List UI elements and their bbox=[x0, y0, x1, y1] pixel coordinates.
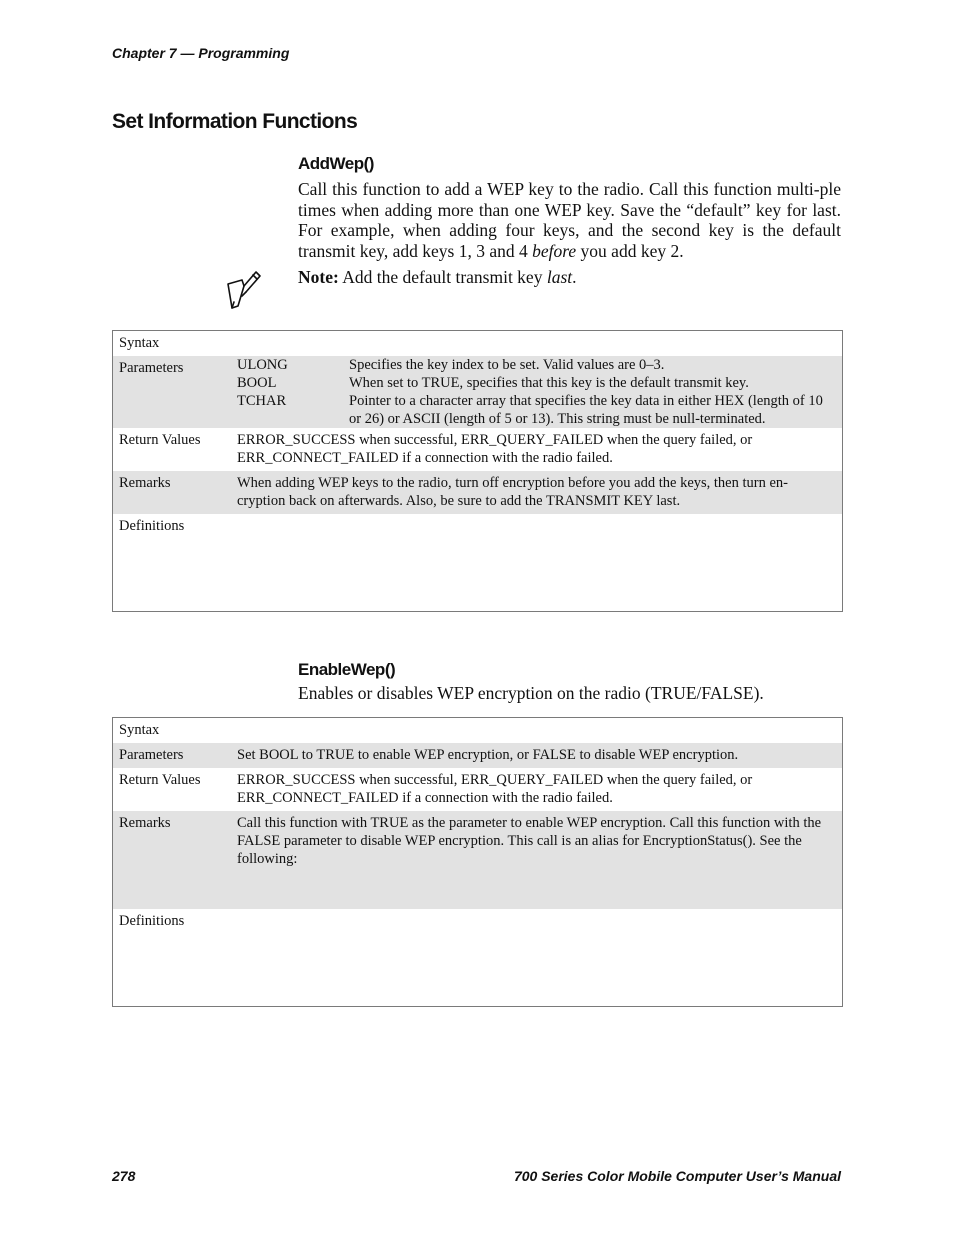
syntax-label: Syntax bbox=[119, 722, 160, 738]
manual-title: 700 Series Color Mobile Computer User’s Manual bbox=[513, 1168, 841, 1184]
parameter-description: Pointer to a character array that specifies the key data in either HEX (length of 10 or 26) or ASCII (length of 5 or 13). This string must be null-terminated. bbox=[349, 393, 823, 427]
parameters-row bbox=[113, 743, 843, 768]
parameters-list bbox=[231, 356, 842, 428]
addwep-title: AddWep() bbox=[298, 154, 374, 173]
return-values-label: Return Values bbox=[119, 772, 201, 788]
parameter-description: Specifies the key index to be set. Valid values are 0–3. bbox=[349, 357, 665, 373]
parameter-type: ULONG bbox=[237, 357, 288, 373]
parameter-description: When set to TRUE, specifies that this key is the default transmit key. bbox=[349, 375, 749, 391]
parameter-type: BOOL bbox=[237, 375, 277, 391]
enablewep-description: Enables or disables WEP encryption on the radio (TRUE/FALSE). bbox=[298, 683, 764, 703]
return-values-text: ERROR_SUCCESS when successful, ERR_QUERY_FAILED when the query failed, or ERR_CONNECT_FAILED if a connection with the radio failed. bbox=[237, 772, 753, 806]
remarks-label: Remarks bbox=[119, 815, 171, 831]
parameter-item bbox=[231, 374, 842, 392]
parameter-type: TCHAR bbox=[237, 393, 287, 409]
parameter-item bbox=[231, 356, 842, 374]
return-values-row bbox=[113, 428, 843, 471]
parameters-text: Set BOOL to TRUE to enable WEP encryption, or FALSE to disable WEP encryption. bbox=[237, 747, 739, 763]
chapter-header: Chapter 7 — Programming bbox=[112, 45, 290, 61]
addwep-description: Call this function to add a WEP key to the radio. Call this function multi-ple times when adding more than one WEP key. Save the “default” key for last. For example, when adding four keys, and the second key is the default transmit key, add keys 1, 3 and 4 before you add key 2. bbox=[298, 179, 841, 261]
addwep-spec-table bbox=[112, 330, 843, 612]
return-values-text: ERROR_SUCCESS when successful, ERR_QUERY_FAILED when the query failed, or ERR_CONNECT_FAILED if a connection with the radio failed. bbox=[237, 432, 753, 466]
enablewep-spec-table bbox=[112, 717, 843, 1007]
parameters-label: Parameters bbox=[119, 360, 184, 376]
syntax-row bbox=[113, 331, 843, 357]
parameter-item bbox=[231, 392, 842, 428]
remarks-row bbox=[113, 471, 843, 514]
syntax-label: Syntax bbox=[119, 335, 160, 351]
page-number: 278 bbox=[112, 1168, 136, 1184]
remarks-text: Call this function with TRUE as the parameter to enable WEP encryption. Call this function with the FALSE parameter to disable WEP encryption. This call is an alias for EncryptionStatus(). See the following: bbox=[237, 815, 822, 867]
enablewep-title: EnableWep() bbox=[298, 660, 396, 679]
definitions-row bbox=[113, 909, 843, 1006]
remarks-text: When adding WEP keys to the radio, turn off encryption before you add the keys, then turn en-cryption back on afterwards. Also, be sure to add the TRANSMIT KEY last. bbox=[237, 475, 788, 509]
section-title: Set Information Functions bbox=[112, 110, 358, 133]
remarks-row bbox=[113, 811, 843, 909]
definitions-label: Definitions bbox=[119, 913, 185, 929]
note-pencil-icon bbox=[222, 268, 264, 310]
parameters-label: Parameters bbox=[119, 747, 184, 763]
syntax-row bbox=[113, 718, 843, 744]
addwep-note: Note: Add the default transmit key last. bbox=[298, 267, 577, 287]
return-values-label: Return Values bbox=[119, 432, 201, 448]
definitions-row bbox=[113, 514, 843, 611]
definitions-label: Definitions bbox=[119, 518, 185, 534]
parameters-row bbox=[113, 356, 843, 428]
return-values-row bbox=[113, 768, 843, 811]
remarks-label: Remarks bbox=[119, 475, 171, 491]
